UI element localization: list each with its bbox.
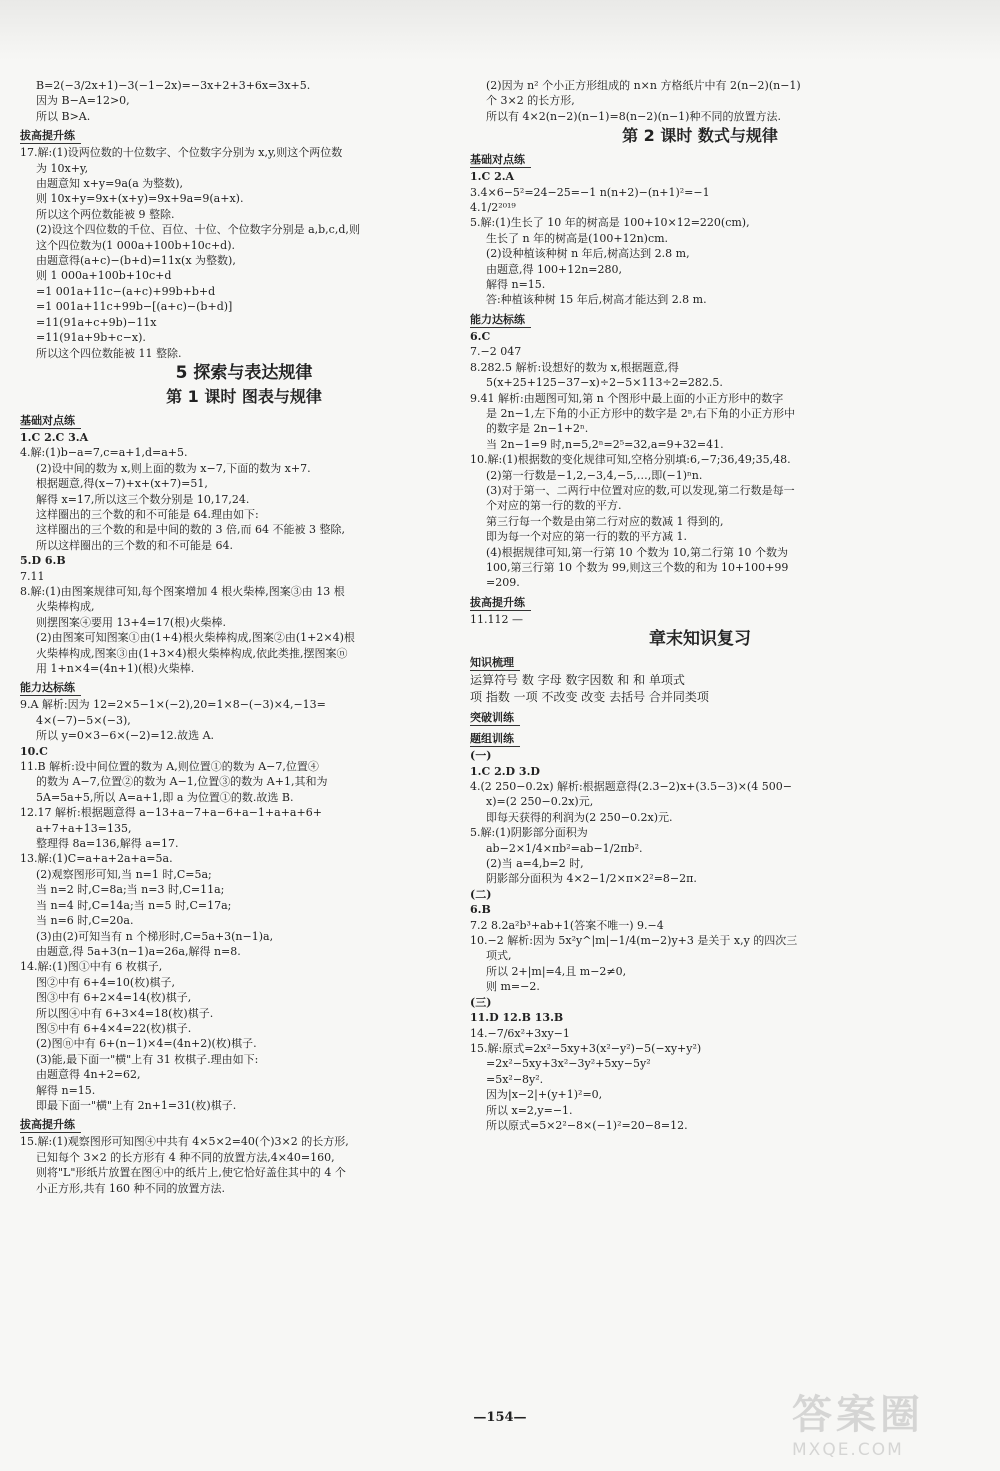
text-line: 根据题意,得(x−7)+x+(x+7)=51, — [36, 477, 208, 491]
section-label: 拔高提升练 — [470, 594, 531, 611]
text-line: =5x²−8y². — [486, 1072, 544, 1086]
text-line: ab−2×1/4×πb²=ab−1/2πb². — [486, 841, 643, 855]
section-label: 突破训练 — [470, 709, 520, 726]
text-line: 火柴棒构成, — [36, 600, 95, 614]
text-line: 9.41 解析:由题图可知,第 n 个图形中最上面的小正方形中的数字 — [470, 391, 784, 405]
section-label: 能力达标练 — [20, 679, 81, 696]
text-line: 的数为 A−7,位置②的数为 A−1,位置③的数为 A+1,其和为 — [36, 775, 328, 789]
text-line: 当 n=2 时,C=8a;当 n=3 时,C=11a; — [36, 883, 225, 897]
text-line: 10.−2 解析:因为 5x²y^|m|−1/4(m−2)y+3 是关于 x,y 的四次三 — [470, 934, 798, 948]
text-line: 个 3×2 的长方形, — [486, 94, 575, 108]
text-line: 所以 2+|m|=4,且 m−2≠0, — [486, 964, 627, 978]
answer-line: 11.D 12.B 13.B — [470, 1011, 564, 1025]
text-line: 由题意得(a+c)−(b+d)=11x(x 为整数), — [36, 254, 236, 268]
answer-line: (一) — [470, 749, 492, 763]
text-line: 项式, — [486, 949, 512, 963]
text-line: 所以这样圈出的三个数的和不可能是 64. — [36, 538, 233, 552]
text-line: 15.解:原式=2x²−5xy+3(x²−y²)−5(−xy+y²) — [470, 1041, 702, 1055]
watermark-bottom: MXQE.COM — [792, 1440, 904, 1460]
text-line: =1 001a+11c+99b−[(a+c)−(b+d)] — [36, 300, 233, 314]
section-label: 基础对点练 — [470, 151, 531, 168]
text-line: 17.解:(1)设两位数的十位数字、个位数字分别为 x,y,则这个两位数 — [20, 146, 343, 160]
section-label: 拔高提升练 — [20, 1116, 81, 1133]
text-line: 8.解:(1)由图案规律可知,每个图案增加 4 根火柴棒,图案③由 13 根 — [20, 584, 345, 598]
text-line: (3)能,最下面一"横"上有 31 枚棋子.理由如下: — [36, 1052, 259, 1066]
answer-line: 1.C 2.C 3.A — [20, 430, 89, 444]
text-line: 即为每一个对应的第一行的数的平方减 1. — [486, 530, 687, 544]
text-line: 7.2 8.2a²b³+ab+1(答案不唯一) 9.−4 — [470, 918, 664, 932]
text-line: 答:种植该种树 15 年后,树高才能达到 2.8 m. — [486, 293, 707, 307]
text-line: 这样圈出的三个数的和不可能是 64.理由如下: — [36, 507, 259, 521]
text-line: (2)因为 n² 个小正方形组成的 n×n 方格纸片中有 2(n−2)(n−1) — [486, 79, 801, 92]
text-line: 所以 y=0×3−6×(−2)=12.故选 A. — [36, 729, 215, 743]
text-line: 3.4×6−5²=24−25=−1 n(n+2)−(n+1)²=−1 — [470, 185, 710, 199]
text-line: 100,第三行第 10 个数为 99,则这三个数的和为 10+100+99 — [486, 560, 789, 574]
scan-header-band — [0, 0, 1000, 60]
text-line: 5.解:(1)生长了 10 年的树高是 100+10×12=220(cm), — [470, 216, 750, 230]
text-line: 5(x+25+125−37−x)÷2−5×113÷2=282.5. — [486, 376, 723, 390]
lesson-heading: 第 2 课时 数式与规律 — [622, 126, 778, 146]
text-line: x)=(2 250−0.2x)元, — [486, 795, 594, 809]
text-line: 所以有 4×2(n−2)(n−1)=8(n−2)(n−1)种不同的放置方法. — [486, 109, 781, 123]
text-line: 则 10x+y=9x+(x+y)=9x+9a=9(a+x). — [36, 192, 244, 206]
text-line: 由题意知 x+y=9a(a 为整数), — [36, 177, 184, 191]
answer-line: 5.D 6.B — [20, 554, 66, 568]
text-line: 所以图④中有 6+3×4=18(枚)棋子. — [36, 1006, 214, 1020]
text-line: 用 1+n×4=(4n+1)(根)火柴棒. — [36, 662, 195, 675]
text-line: (3)由(2)可知当有 n 个梯形时,C=5a+3(n−1)a, — [36, 929, 274, 943]
text-line: 14.解:(1)图①中有 6 枚棋子, — [20, 960, 163, 974]
section-label: 题组训练 — [470, 730, 520, 747]
text-line: 所以这个两位数能被 9 整除. — [36, 207, 175, 221]
text-line: 则 m=−2. — [486, 980, 540, 994]
answer-line: 6.B — [470, 903, 491, 917]
text-line: 为 10x+y, — [36, 161, 89, 175]
text-line: 所以这个四位数能被 11 整除. — [36, 346, 182, 360]
text-line: 整理得 8a=136,解得 a=17. — [36, 837, 179, 851]
text-line: (2)设种植该种树 n 年后,树高达到 2.8 m, — [486, 247, 690, 261]
watermark-logo — [792, 1383, 982, 1463]
section-label: 能力达标练 — [470, 311, 531, 328]
text-line: (2)当 a=4,b=2 时, — [486, 857, 584, 871]
answer-line: 10.C — [20, 744, 48, 758]
text-line: 4.解:(1)b−a=7,c=a+1,d=a+5. — [20, 446, 188, 460]
text-line: (4)根据规律可知,第一行第 10 个数为 10,第二行第 10 个数为 — [486, 545, 789, 559]
text-line: 即最下面一"横"上有 2n+1=31(枚)棋子. — [36, 1098, 237, 1112]
text-line: 火柴棒构成,图案③由(1+3×4)根火柴棒构成,依此类推,摆图案ⓝ — [36, 646, 348, 660]
text-line: 已知每个 3×2 的长方形有 4 种不同的放置方法,4×40=160, — [36, 1150, 335, 1164]
text-line: (2)由图案可知图案①由(1+4)根火柴棒构成,图案②由(1+2×4)根 — [36, 631, 355, 645]
text-line: 当 2n−1=9 时,n=5,2ⁿ=2⁵=32,a=9+32=41. — [486, 437, 724, 451]
text-line: =1 001a+11c−(a+c)+99b+b+d — [36, 284, 216, 298]
text-line: 所以原式=5×2²−8×(−1)²=20−8=12. — [486, 1118, 688, 1132]
text-line: 是 2n−1,左下角的小正方形中的数字是 2ⁿ,右下角的小正方形中 — [486, 406, 796, 420]
text-line: 5A=5a+5,所以 A=a+1,即 a 为位置①的数.故选 B. — [36, 790, 294, 804]
text-line: 解得 n=15. — [486, 278, 546, 292]
text-line: 8.282.5 解析:设想好的数为 x,根据题意,得 — [470, 360, 679, 374]
section-label: 基础对点练 — [20, 412, 81, 429]
page-number: —154— — [473, 1410, 527, 1425]
text-line: 这样圈出的三个数的和是中间的数的 3 倍,而 64 不能被 3 整除, — [36, 523, 345, 537]
text-line: 由题意,得 5a+3(n−1)a=26a,解得 n=8. — [36, 944, 241, 958]
text-line: 13.解:(1)C=a+a+2a+a=5a. — [20, 852, 173, 866]
keyword-row: 项 指数 一项 不改变 改变 去括号 合并同类项 — [470, 690, 709, 705]
text-line: 图②中有 6+4=10(枚)棋子, — [36, 975, 176, 989]
text-line: 由题意得 4n+2=62, — [36, 1068, 141, 1082]
text-line: 阴影部分面积为 4×2−1/2×π×2²=8−2π. — [486, 872, 697, 886]
text-line: 生长了 n 年的树高是(100+12n)cm. — [486, 231, 669, 245]
section-heading: 5 探索与表达规律 — [175, 362, 313, 383]
lesson-heading: 第 1 课时 图表与规律 — [166, 386, 322, 406]
keyword-row: 运算符号 数 字母 数字因数 和 和 单项式 — [470, 673, 685, 688]
text-line: 所以 B>A. — [36, 109, 91, 123]
text-line: 即每天获得的利润为(2 250−0.2x)元. — [486, 810, 673, 824]
text-line: 15.解:(1)观察图形可知图④中共有 4×5×2=40(个)3×2 的长方形, — [20, 1135, 349, 1149]
section-heading: 章末知识复习 — [649, 629, 751, 650]
text-line: 则 1 000a+100b+10c+d — [36, 269, 172, 283]
text-line: 因为 B−A=12>0, — [36, 94, 130, 108]
text-line: (2)设中间的数为 x,则上面的数为 x−7,下面的数为 x+7. — [36, 461, 311, 475]
text-line: 7.−2 047 — [470, 345, 522, 359]
text-line: 14.−7/6x²+3xy−1 — [470, 1026, 570, 1040]
text-line: 则摆图案④要用 13+4=17(根)火柴棒. — [36, 615, 227, 629]
text-line: 解得 x=17,所以这三个数分别是 10,17,24. — [36, 492, 250, 506]
text-line: 小正方形,共有 160 种不同的放置方法. — [36, 1181, 225, 1195]
text-line: 11.112 — — [470, 612, 523, 626]
text-line: 10.解:(1)根据数的变化规律可知,空格分别填:6,−7;36,49;35,48. — [470, 453, 791, 467]
left-column — [20, 78, 468, 1196]
text-line: 所以 x=2,y=−1. — [486, 1103, 573, 1117]
text-line: a+7+a+13=135, — [36, 821, 132, 835]
text-line: 11.B 解析:设中间位置的数为 A,则位置①的数为 A−7,位置④ — [20, 760, 319, 774]
text-line: 当 n=6 时,C=20a. — [36, 914, 134, 928]
text-line: 图③中有 6+2×4=14(枚)棋子, — [36, 991, 192, 1005]
text-line: 4.1/2²⁰¹⁹ — [470, 201, 516, 215]
text-line: 5.解:(1)阴影部分面积为 — [470, 826, 588, 840]
text-line: 12.17 解析:根据题意得 a−13+a−7+a−6+a−1+a+a+6+ — [20, 806, 322, 820]
text-line: =11(91a+9b+c−x). — [36, 331, 146, 345]
text-line: 图⑤中有 6+4×4=22(枚)棋子. — [36, 1021, 192, 1035]
right-column — [470, 78, 930, 1133]
text-line: (2)图ⓝ中有 6+(n−1)×4=(4n+2)(枚)棋子. — [36, 1037, 257, 1051]
text-line: (2)设这个四位数的千位、百位、十位、个位数字分别是 a,b,c,d,则 — [36, 223, 360, 237]
section-label: 拔高提升练 — [20, 127, 81, 144]
text-line: 解得 n=15. — [36, 1083, 96, 1097]
text-line: (2)第一行数是−1,2,−3,4,−5,…,即(−1)ⁿn. — [486, 468, 703, 482]
text-line: 个对应的第一行的数的平方. — [486, 499, 622, 513]
answer-line: 1.C 2.D 3.D — [470, 764, 540, 778]
answer-line: 6.C — [470, 329, 491, 343]
text-line: 4×(−7)−5×(−3), — [36, 713, 131, 727]
text-line: =2x²−5xy+3x²−3y²+5xy−5y² — [486, 1057, 651, 1071]
text-line: 4.(2 250−0.2x) 解析:根据题意得(2.3−2)x+(3.5−3)×(4 500− — [470, 780, 792, 793]
text-line: 9.A 解析:因为 12=2×5−1×(−2),20=1×8−(−3)×4,−13= — [20, 698, 326, 712]
text-line: 第三行每一个数是由第二行对应的数减 1 得到的, — [486, 514, 724, 528]
text-line: =11(91a+c+9b)−11x — [36, 315, 157, 329]
text-line: 7.11 — [20, 569, 45, 583]
text-line: (3)对于第一、二两行中位置对应的数,可以发现,第二行数是每一 — [486, 483, 795, 497]
answer-line: 1.C 2.A — [470, 170, 515, 184]
text-line: 的数字是 2n−1+2ⁿ. — [486, 422, 589, 436]
watermark-top: 答案圈 — [792, 1392, 924, 1438]
text-line: 这个四位数为(1 000a+100b+10c+d). — [36, 238, 236, 252]
text-line: 则将"L"形纸片放置在图④中的纸片上,使它恰好盖住其中的 4 个 — [36, 1166, 346, 1180]
text-line: (2)观察图形可知,当 n=1 时,C=5a; — [36, 867, 212, 881]
text-line: 因为|x−2|+(y+1)²=0, — [486, 1088, 603, 1102]
text-line: 由题意,得 100+12n=280, — [486, 262, 622, 276]
answer-line: (三) — [470, 995, 492, 1009]
text-line: 当 n=4 时,C=14a;当 n=5 时,C=17a; — [36, 898, 232, 912]
section-label: 知识梳理 — [470, 654, 520, 671]
answer-line: (二) — [470, 887, 492, 901]
text-line: =209. — [486, 576, 520, 590]
text-line: B=2(−3/2x+1)−3(−1−2x)=−3x+2+3+6x=3x+5. — [36, 79, 311, 92]
